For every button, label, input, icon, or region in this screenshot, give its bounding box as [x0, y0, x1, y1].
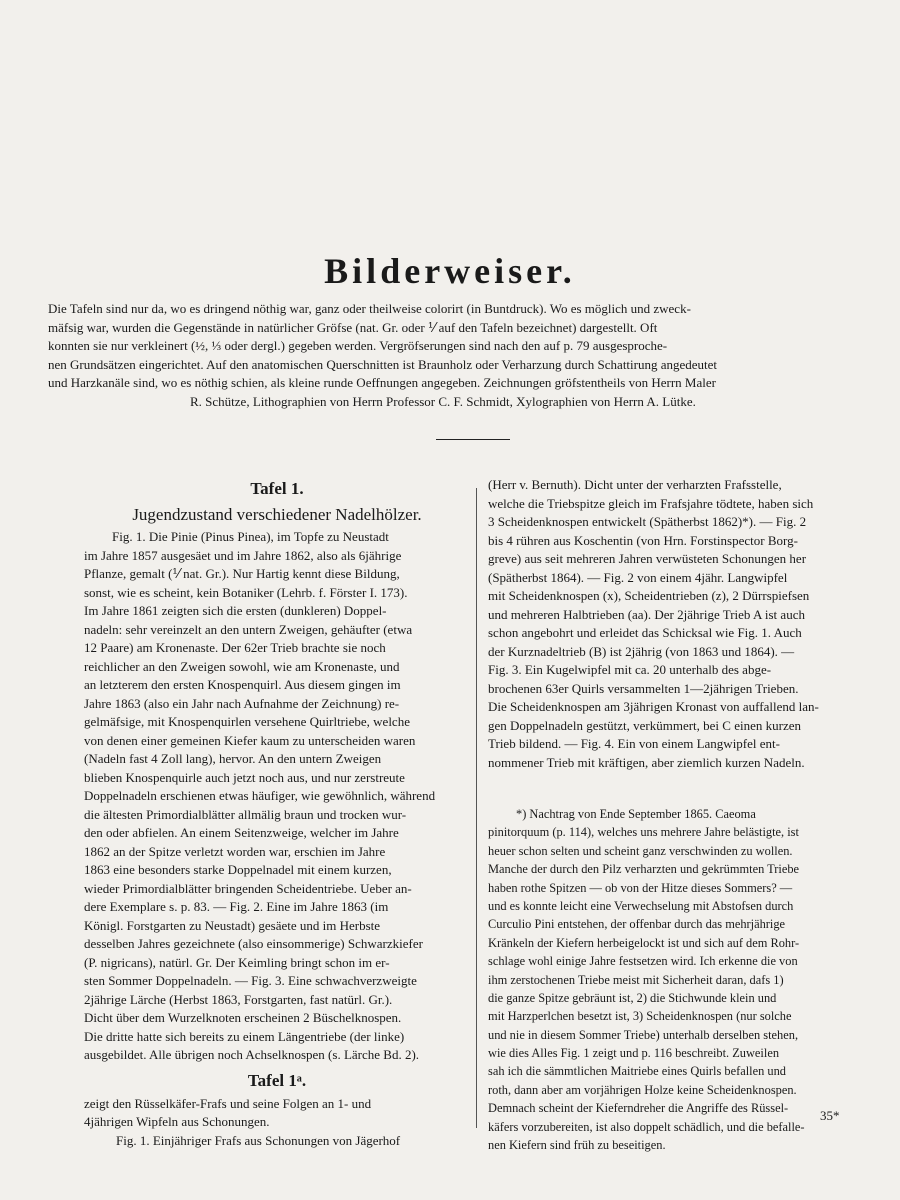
text-line: 12 Paare) am Kronenaste. Der 62er Trieb brachte sie noch — [84, 640, 386, 655]
text-line: (P. nigricans), natürl. Gr. Der Keimling bringt schon im er- — [84, 954, 390, 970]
footnote-line: ihm zerstochenen Triebe meist mit Sicherheit daran, dafs 1) — [488, 972, 784, 987]
footnote — [488, 806, 860, 1155]
intro-paragraph — [48, 300, 860, 412]
text-line: greve) aus seit mehreren Jahren verwüsteten Schonungen her — [488, 551, 807, 566]
footnote-line: schlage wohl einige Jahre festsetzen wird. Ich erkenne die von — [488, 954, 798, 969]
text-line: blieben Knospenquirle auch jetzt noch aus, und nur zerstreute — [84, 769, 405, 785]
footnote-gap — [488, 772, 860, 806]
right-column — [488, 476, 860, 1155]
text-line: (Spätherbst 1864). — Fig. 2 von einem 4jähr. Langwipfel — [488, 569, 788, 585]
footnote-line: roth, dann aber am vorjährigen Holze keine Scheidenknospen. — [488, 1082, 797, 1097]
text-line: und mehreren Halbtrieben (aa). Der 2jährige Trieb A ist auch — [488, 606, 805, 622]
page-title: Bilderweiser. — [324, 251, 576, 291]
text-line: Trieb bildend. — Fig. 4. Ein von einem Langwipfel ent- — [488, 736, 780, 751]
text-line: Jahre 1863 (also ein Jahr nach Aufnahme der Zeichnung) re- — [84, 695, 400, 711]
intro-line: Die Tafeln sind nur da, wo es dringend nöthig war, ganz oder theilweise colorirt (in Buntdruck). Wo es möglich und zweck- — [48, 301, 691, 316]
text-line: gelmäfsige, mit Knospenquirlen versehene Quirltriebe, welche — [84, 714, 410, 729]
tafel1-subheading: Jugendzustand verschiedener Nadelhölzer. — [132, 505, 422, 524]
footnote-line: käfers vorzubereiten, ist also doppelt schädlich, und die befalle- — [488, 1119, 805, 1134]
section-divider — [436, 439, 510, 440]
text-line: gen Doppelnadeln gestützt, verkümmert, bei C einen kurzen — [488, 717, 801, 733]
footnote-line: heuer schon selten und scheint ganz verschwinden zu wollen. — [488, 843, 793, 858]
text-line: (Herr v. Bernuth). Dicht unter der verharzten Frafsstelle, — [488, 477, 782, 492]
text-line: 2jährige Lärche (Herbst 1863, Forstgarten, fast natürl. Gr.). — [84, 991, 393, 1007]
tafel1-heading: Tafel 1. — [250, 479, 304, 498]
text-line: Doppelnadeln erschienen etwas häufiger, wie gewöhnlich, während — [84, 788, 436, 803]
text-line: von denen einer gemeinen Kiefer kaum zu unterscheiden waren — [84, 732, 416, 748]
footnote-line: wie dies Alles Fig. 1 zeigt und p. 116 beschreibt. Zuweilen — [488, 1046, 780, 1061]
footnote-line: pinitorquum (p. 114), welches uns mehrere Jahre belästigte, ist — [488, 825, 799, 840]
intro-line: konnten sie nur verkleinert (½, ⅓ oder dergl.) gegeben werden. Vergröfserungen sind nach den auf p. 79 ausgesproche- — [48, 338, 668, 354]
left-column — [84, 476, 470, 1150]
text-line: im Jahre 1857 ausgesäet und im Jahre 1862, also als 6jährige — [84, 547, 402, 563]
intro-line: mäfsig war, wurden die Gegenstände in natürlicher Gröfse (nat. Gr. oder ⅟ auf den Tafeln bezeichnet) dargestellt. Oft — [48, 319, 658, 335]
footnote-line: und nie in diesem Sommer Triebe) unterhalb derselben stehen, — [488, 1027, 799, 1042]
footnote-line: sah ich die sämmtlichen Maitriebe eines Quirls befallen und — [488, 1064, 786, 1079]
text-line: den oder abfielen. An einem Seitenzweige, welcher im Jahre — [84, 825, 399, 840]
text-line: bis 4 rühren aus Koschentin (von Hrn. Forstinspector Borg- — [488, 532, 798, 548]
text-line: Fig. 3. Ein Kugelwipfel mit ca. 20 unterhalb des abge- — [488, 662, 772, 677]
text-line: wieder Primordialblätter bringenden Scheidentriebe. Ueber an- — [84, 880, 412, 896]
text-line: Fig. 1. Einjähriger Frafs aus Schonungen von Jägerhof — [116, 1132, 401, 1148]
text-line: brochenen 63er Quirls versammelten 1—2jährigen Trieben. — [488, 680, 799, 696]
text-line: 4jährigen Wipfeln aus Schonungen. — [84, 1114, 270, 1129]
right-column-text — [488, 476, 860, 772]
footnote-line: Demnach scheint der Kieferndreher die Angriffe des Rüssel- — [488, 1101, 789, 1116]
tafel1a-heading: Tafel 1ᵃ. — [247, 1070, 307, 1090]
text-line: nommener Trieb mit kräftigen, aber ziemlich kurzen Nadeln. — [488, 754, 805, 770]
text-line: 3 Scheidenknospen entwickelt (Spätherbst 1862)*). — Fig. 2 — [488, 514, 807, 529]
text-line: sonst, wie es scheint, kein Botaniker (Lehrb. f. Förster I. 173). — [84, 584, 408, 600]
text-line: Die Scheidenknospen am 3jährigen Kronast von auffallend lan- — [488, 699, 819, 714]
column-divider — [476, 488, 477, 1128]
text-line: dere Exemplare s. p. 83. — Fig. 2. Eine im Jahre 1863 (im — [84, 899, 389, 914]
text-line: sten Sommer Doppelnadeln. — Fig. 3. Eine schwachverzweigte — [84, 973, 417, 988]
text-line: mit Scheidenknospen (x), Scheidentrieben (z), 2 Dürrspiefsen — [488, 588, 810, 603]
tafel1a-text — [84, 1095, 470, 1151]
text-line: Pflanze, gemalt (⅟ nat. Gr.). Nur Hartig kennt diese Bildung, — [84, 566, 400, 581]
intro-line: nen Grundsätzen eingerichtet. Auf den anatomischen Querschnitten ist Braunholz oder Verharzung durch Schattirung angedeutet — [48, 356, 718, 372]
footnote-line: und es konnte leicht eine Verwechselung mit Abstofsen durch — [488, 898, 794, 913]
text-line: reichlicher an den Zweigen sowohl, wie am Kronenaste, und — [84, 658, 400, 674]
footnote-line: Manche der durch den Pilz verharzten und gekrümmten Triebe — [488, 862, 800, 877]
footnote-line: Kränkeln der Kiefern herbeigelockt ist und sich auf dem Rohr- — [488, 935, 800, 950]
text-line: Die dritte hatte sich bereits zu einem Längentriebe (der linke) — [84, 1028, 405, 1044]
text-line: welche die Triebspitze gleich im Frafsjahre tödtete, haben sich — [488, 495, 814, 511]
text-line: 1863 eine besonders starke Doppelnadel mit einem kurzen, — [84, 862, 392, 877]
page-number: 35* — [820, 1108, 840, 1123]
text-line: Dicht über dem Wurzelknoten erscheinen 2 Büschelknospen. — [84, 1010, 402, 1025]
intro-line: R. Schütze, Lithographien von Herrn Professor C. F. Schmidt, Xylographien von Herrn A. Lütke. — [190, 393, 696, 409]
text-line: nadeln: sehr vereinzelt an den untern Zweigen, gehäufter (etwa — [84, 621, 413, 637]
footnote-line: die ganze Spitze gebräunt ist, 2) die Stichwunde klein und — [488, 990, 777, 1005]
text-line: Königl. Forstgarten zu Neustadt) gesäete und im Herbste — [84, 917, 381, 933]
footnote-line: mit Harzperlchen besetzt ist, 3) Scheidenknospen (nur solche — [488, 1009, 792, 1024]
text-line: 1862 an der Spitze verletzt worden war, erschien im Jahre — [84, 843, 386, 859]
text-line: desselben Jahres gezeichnete (also einsommerige) Schwarzkiefer — [84, 936, 423, 951]
text-line: schon angebohrt und erleidet das Schicksal wie Fig. 1. Auch — [488, 625, 802, 640]
tafel1-text — [84, 528, 470, 1065]
footnote-line: *) Nachtrag von Ende September 1865. Caeoma — [516, 807, 756, 821]
text-line: Im Jahre 1861 zeigten sich die ersten (dunkleren) Doppel- — [84, 603, 387, 618]
footnote-line: nen Kiefern sind früh zu beseitigen. — [488, 1138, 666, 1153]
text-line: zeigt den Rüsselkäfer-Frafs und seine Folgen an 1- und — [84, 1095, 372, 1111]
footnote-line: haben rothe Spitzen — ob von der Hitze dieses Sommers? — — [488, 880, 793, 895]
footnote-line: Curculio Pini entstehen, der offenbar durch das mehrjährige — [488, 917, 786, 932]
text-line: Fig. 1. Die Pinie (Pinus Pinea), im Topfe zu Neustadt — [112, 529, 389, 544]
text-line: die ältesten Primordialblätter allmälig braun und trocken wur- — [84, 806, 407, 822]
text-line: der Kurznadeltrieb (B) ist 2jährig (von 1863 und 1864). — — [488, 643, 795, 659]
text-line: (Nadeln fast 4 Zoll lang), hervor. An den untern Zweigen — [84, 751, 382, 766]
text-line: ausgebildet. Alle übrigen noch Achselknospen (s. Lärche Bd. 2). — [84, 1047, 420, 1062]
intro-line: und Harzkanäle sind, wo es nöthig schien, als kleine runde Oeffnungen angegeben. Zeichnungen gröfstentheils von Herrn Maler — [48, 375, 716, 391]
text-line: an letzterem den ersten Knospenquirl. Aus diesem gingen im — [84, 677, 401, 692]
